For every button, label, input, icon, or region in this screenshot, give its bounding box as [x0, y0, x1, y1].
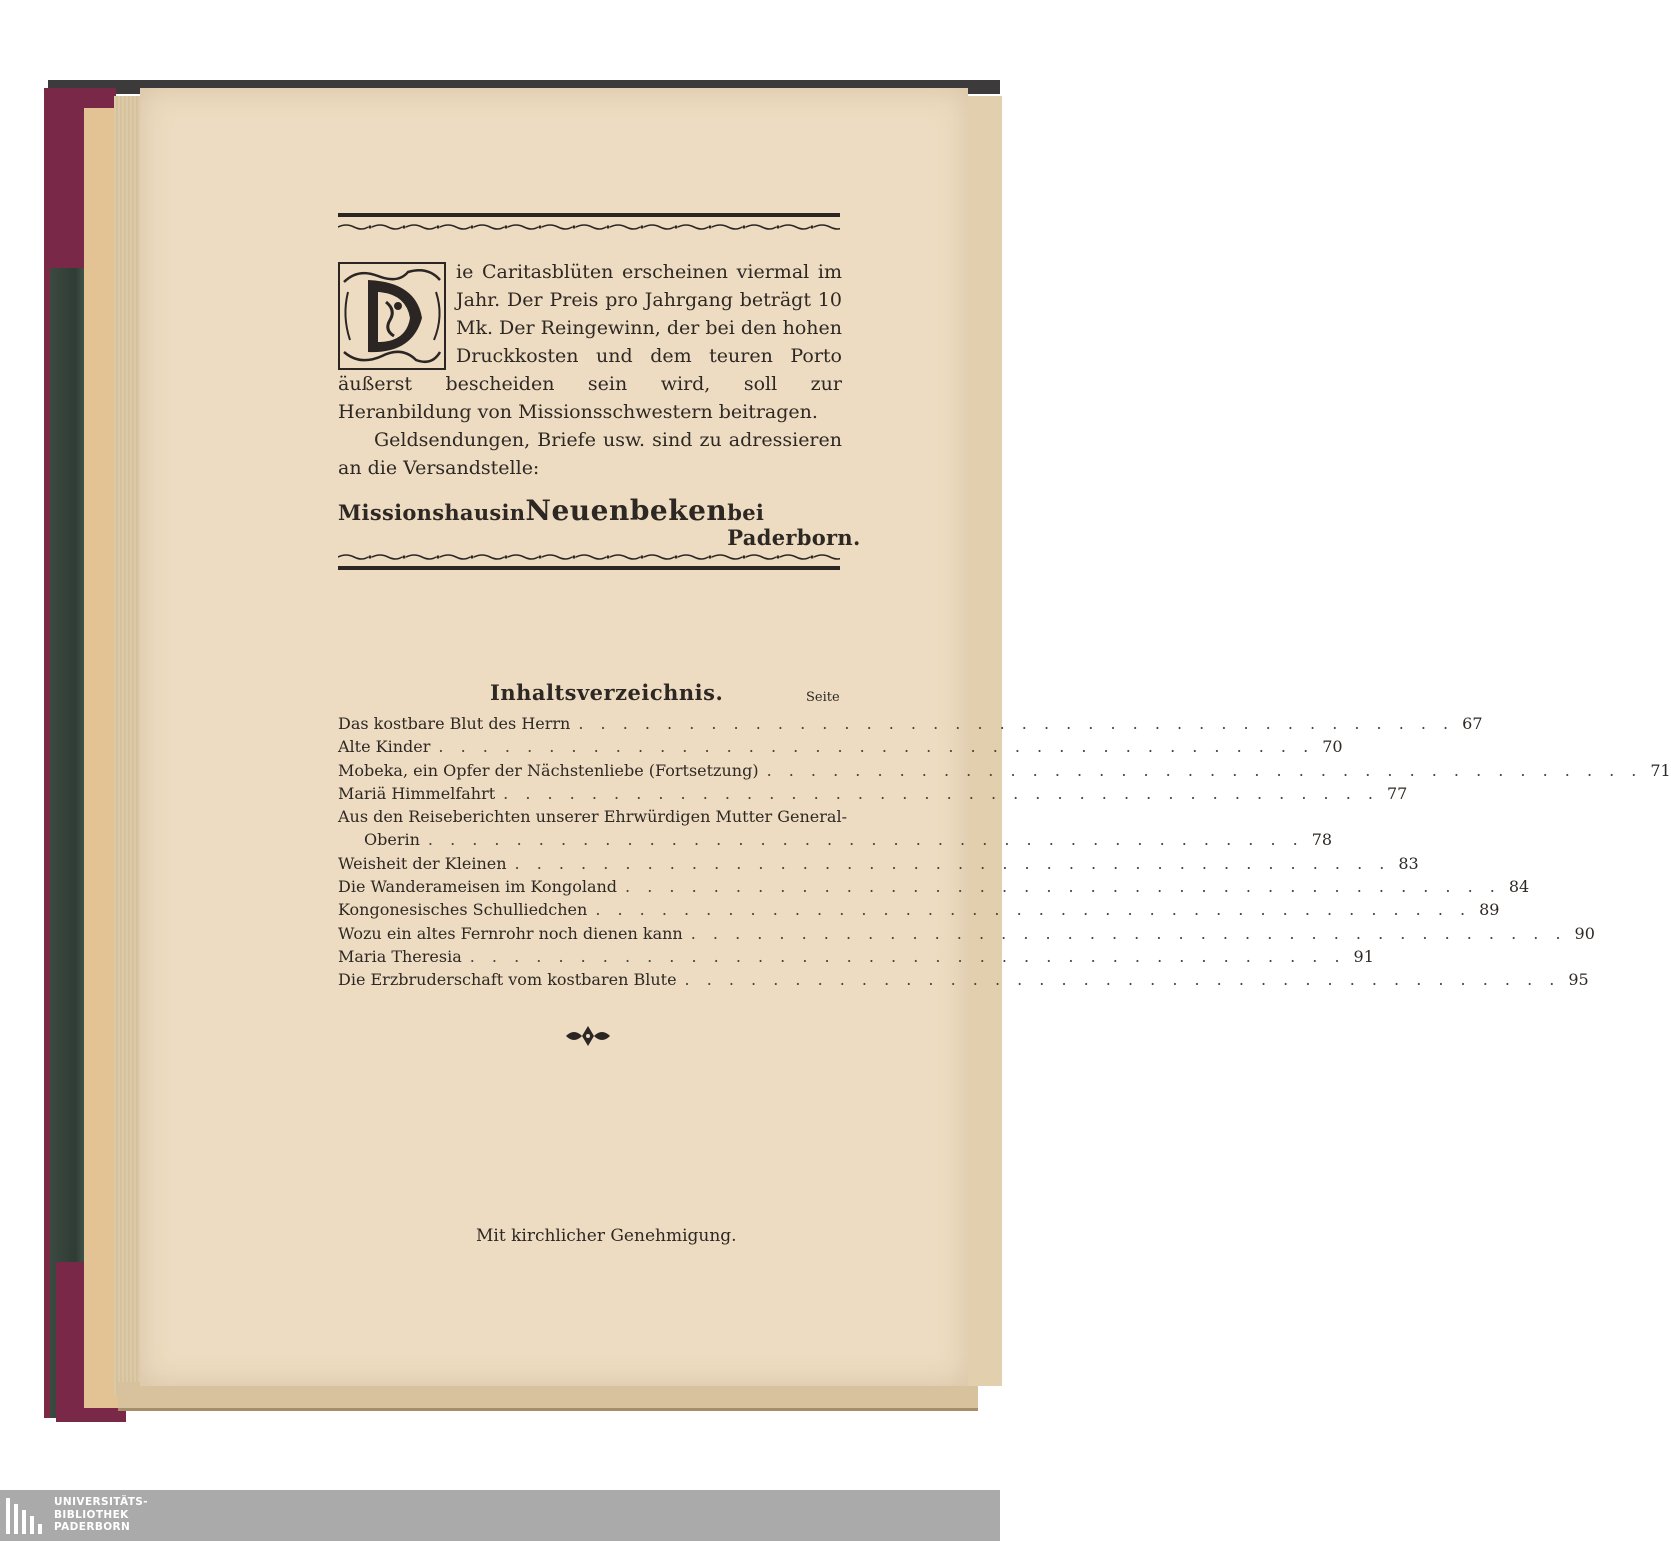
toc-leader-dots: . . . . . . . . . . . . . . . . . . . . . . . . . . . . . . . . . . . . . . . .	[503, 783, 1379, 803]
toc-leader-dots: . . . . . . . . . . . . . . . . . . . . . . . . . . . . . . . . . . . . . . . .	[625, 877, 1501, 897]
table-of-contents	[338, 712, 1671, 992]
library-name-line-1: UNIVERSITÄTS-	[54, 1496, 149, 1508]
toc-entry-page: 95	[1568, 970, 1589, 990]
toc-leader-dots: . . . . . . . . . . . . . . . . . . . . . . . . . . . . . . . . . . . . . . . .	[514, 853, 1391, 873]
toc-entry-title: Wozu ein altes Fernrohr noch dienen kann	[338, 923, 683, 943]
toc-title: Inhaltsverzeichnis.	[490, 680, 724, 705]
toc-entry-title: Alte Kinder	[338, 737, 431, 757]
toc-entry	[338, 805, 847, 828]
toc-entry-page: 67	[1462, 714, 1483, 733]
library-name-line-2: BIBLIOTHEK	[54, 1508, 129, 1521]
bottom-rule-ornament	[338, 552, 840, 562]
toc-leader-dots: . . . . . . . . . . . . . . . . . . . . . . . . . . . . . . . . . . . . . . . .	[690, 923, 1567, 943]
intro-paragraph-1: ie Caritasblüten erscheinen viermal im Jahr. Der Preis pro Jahrgang beträgt 10 Mk. Der Reingewinn, der bei den hohen Druckkosten und dem teuren Porto äußerst bescheiden sein wird, soll zur Heranbildung von Missionsschwestern beitragen.	[338, 261, 842, 423]
toc-entry	[338, 945, 1374, 968]
toc-entry	[338, 898, 1500, 921]
toc-leader-dots: . . . . . . . . . . . . . . . . . . . . . . . . . . . . . . . . . . . . . . . .	[469, 946, 1346, 966]
toc-leader-dots: . . . . . . . . . . . . . . . . . . . . . . . . . . . . . . . . . . . . . . . .	[766, 760, 1643, 780]
fleuron-ornament	[564, 1024, 612, 1052]
library-logo-icon	[6, 1498, 46, 1538]
library-footer	[0, 1490, 1000, 1541]
toc-entry-page: 91	[1353, 946, 1374, 966]
toc-entry-page: 90	[1574, 923, 1595, 943]
bottom-rule-thick	[338, 566, 840, 570]
toc-entry-page: 78	[1311, 830, 1333, 850]
toc-entry	[338, 828, 1333, 851]
toc-entry-title: Die Wanderameisen im Kongoland	[338, 877, 618, 897]
toc-entry-page: 77	[1386, 783, 1408, 803]
toc-entry	[338, 712, 1483, 735]
address-part-4: bei Paderborn.	[727, 500, 861, 550]
toc-entry-title: Aus den Reiseberichten unserer Ehrwürdigen Mutter General-	[338, 807, 847, 827]
toc-entry-title: Mariä Himmelfahrt	[338, 783, 496, 803]
intro-text	[338, 258, 842, 482]
toc-entry-title: Die Erzbruderschaft vom kostbaren Blute	[338, 970, 677, 990]
page-bottom-edge	[118, 1382, 978, 1411]
toc-entry-title: Kongonesisches Schulliedchen	[338, 900, 588, 920]
toc-entry-title: Das kostbare Blut des Herrn	[338, 714, 571, 733]
top-rule-ornament	[338, 222, 840, 232]
toc-entry	[338, 852, 1419, 875]
toc-entry-page: 83	[1398, 853, 1419, 873]
library-name	[54, 1496, 148, 1534]
imprimatur: Mit kirchlicher Genehmigung.	[476, 1226, 737, 1246]
toc-leader-dots: . . . . . . . . . . . . . . . . . . . . . . . . . . . . . . . . . . . . . . . .	[595, 900, 1472, 920]
toc-leader-dots: . . . . . . . . . . . . . . . . . . . . . . . . . . . . . . . . . . . . . . . .	[578, 714, 1455, 733]
toc-entry-title: Weisheit der Kleinen	[338, 853, 507, 873]
toc-entry-title: Oberin	[364, 830, 420, 850]
toc-entry-page: 70	[1322, 737, 1343, 757]
toc-entry	[338, 875, 1530, 898]
address-part-2: in	[501, 500, 526, 525]
address-part-1: Missionshaus	[338, 500, 502, 525]
intro-paragraph-2: Geldsendungen, Briefe usw. sind zu adressieren an die Versandstelle:	[338, 429, 842, 479]
toc-entry	[338, 968, 1589, 991]
dropcap-ornament	[338, 262, 446, 370]
toc-entry-page: 89	[1479, 900, 1500, 920]
toc-entry	[338, 735, 1343, 758]
toc-leader-dots: . . . . . . . . . . . . . . . . . . . . . . . . . . . . . . . . . . . . . . . .	[438, 737, 1315, 757]
address-line	[338, 494, 861, 550]
top-rule-thick	[338, 213, 840, 217]
library-name-line-3: PADERBORN	[54, 1521, 131, 1533]
toc-entry	[338, 759, 1671, 782]
address-part-3: Neuenbeken	[525, 494, 728, 527]
toc-leader-dots: . . . . . . . . . . . . . . . . . . . . . . . . . . . . . . . . . . . . . . . .	[684, 970, 1561, 990]
toc-entry-title: Mobeka, ein Opfer der Nächstenliebe (Fortsetzung)	[338, 760, 759, 780]
toc-column-label: Seite	[806, 690, 840, 705]
toc-entry-title: Maria Theresia	[338, 946, 462, 966]
toc-leader-dots: . . . . . . . . . . . . . . . . . . . . . . . . . . . . . . . . . . . . . . . .	[427, 830, 1304, 850]
toc-entry-page: 84	[1508, 877, 1530, 897]
toc-entry	[338, 922, 1595, 945]
toc-entry	[338, 782, 1408, 805]
toc-entry-page: 71	[1650, 760, 1671, 780]
